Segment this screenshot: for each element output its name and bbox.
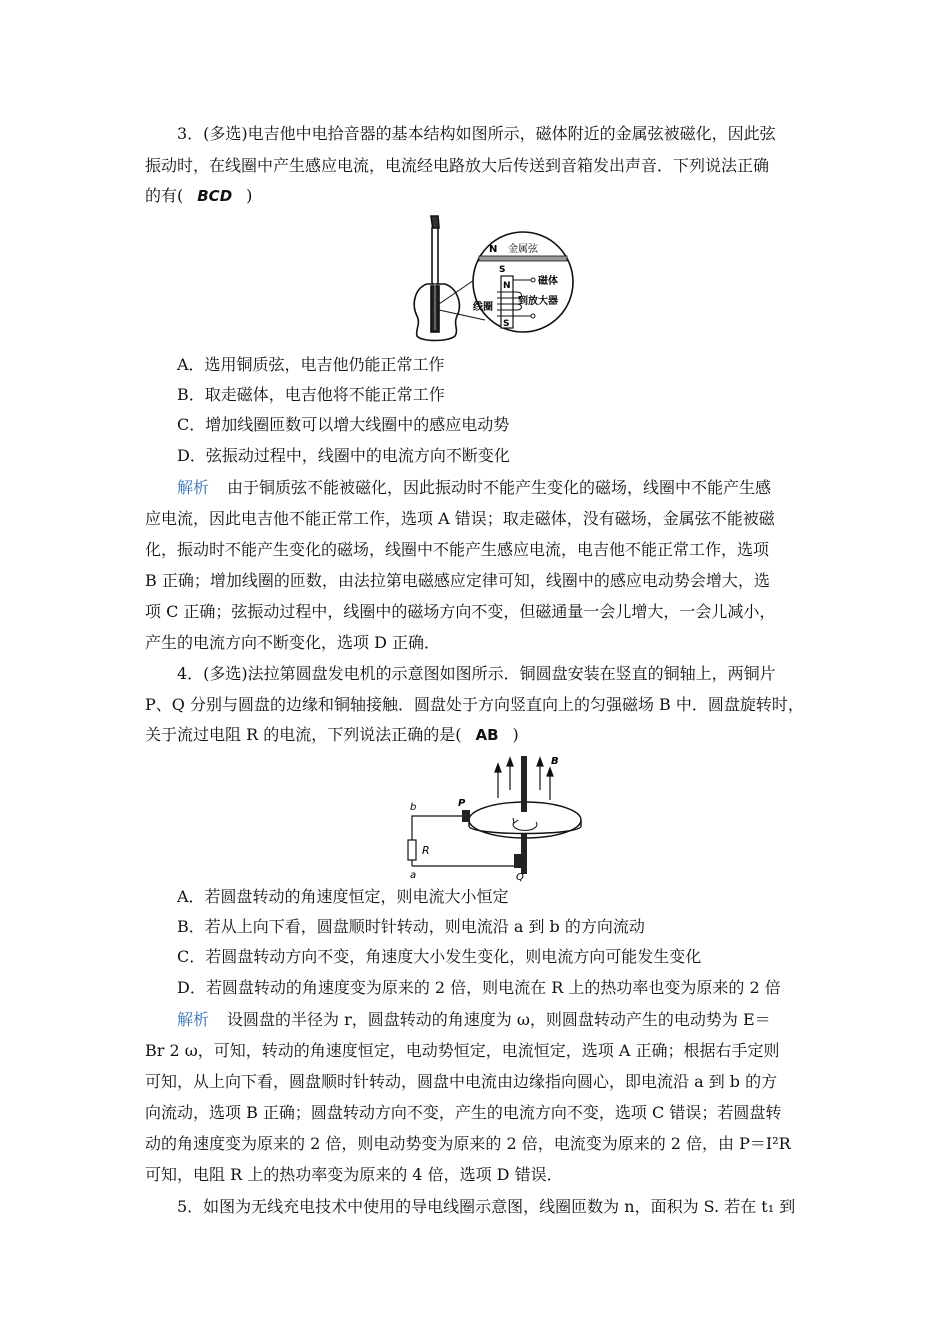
q3-option-c: C．增加线圈匝数可以增大线圈中的感应电动势 [177,415,510,434]
label-q: Q [516,872,524,882]
q3-explanation-6: 产生的电流方向不断变化，选项 D 正确． [145,633,441,652]
guitar-pickup-figure [405,212,575,344]
q4-option-b: B．若从上向下看，圆盘顺时针转动，则电流沿 a 到 b 的方向流动 [177,917,645,936]
q4-option-c: C．若圆盘转动方向不变，角速度大小发生变化，则电流方向可能发生变化 [177,947,702,966]
q4-option-d: D．若圆盘转动的角速度变为原来的 2 倍，则电流在 R 上的热功率也变为原来的 2 倍 [177,978,781,997]
q3-explanation-4: B 正确；增加线圈的匝数，由法拉第电磁感应定律可知，线圈中的感应电动势会增大，选 [145,571,770,590]
q3-explanation-text-1: 由于铜质弦不能被磁化，因此振动时不能产生变化的磁场，线圈中不能产生感 [227,478,772,497]
label-s-bottom: S [503,319,510,329]
q3-option-d: D．弦振动过程中，线圈中的电流方向不断变化 [177,446,510,465]
label-amplifier: 到放大器 [518,296,558,307]
faraday-disk-figure [400,750,600,882]
label-p: P [458,798,466,809]
q3-paren-close: ) [246,186,253,205]
q3-line-1: 3．(多选)电吉他中电拾音器的基本结构如图所示，磁体附近的金属弦被磁化，因此弦 [177,124,776,143]
q4-explanation-6: 可知，电阻 R 上的热功率变为原来的 4 倍，选项 D 错误． [145,1165,563,1184]
q4-answer: AB [475,726,499,744]
q4-explanation-5: 动的角速度变为原来的 2 倍，则电动势变为原来的 2 倍，电流变为原来的 2 倍，由 P＝I²R [145,1134,791,1153]
resistor [408,840,416,860]
q4-line-3 [145,725,519,745]
guitar-icon [414,216,459,341]
q4-explanation-2: Br 2 ω，可知，转动的角速度恒定，电动势恒定，电流恒定，选项 A 正确；根据右手定则 [145,1041,780,1060]
q4-paren-close: ) [512,725,519,744]
label-magnet: 磁体 [538,276,558,287]
q4-line-1: 4．(多选)法拉第圆盘发电机的示意图如图所示．铜圆盘安装在竖直的铜轴上，两铜片 [177,664,776,683]
label-r: R [422,844,430,857]
q4-option-a: A．若圆盘转动的角速度恒定，则电流大小恒定 [177,887,509,906]
q4-explanation-text-1: 设圆盘的半径为 r，圆盘转动的角速度为 ω，则圆盘转动产生的电动势为 E＝ [227,1010,771,1029]
axle [521,756,527,812]
brush-q [514,854,522,868]
q3-paren-open: 的有( [145,186,184,205]
label-n-magnet: N [503,281,511,291]
q3-option-b: B．取走磁体，电吉他将不能正常工作 [177,385,445,404]
q3-option-a: A．选用铜质弦，电吉他仍能正常工作 [177,355,445,374]
label-n: N [489,244,498,255]
q3-answer: BCD [197,187,233,205]
label-s-top: S [499,265,506,275]
label-string: 金属弦 [508,244,538,255]
q3-explanation-1 [177,478,771,498]
q3-jiexi-label: 解析 [177,478,210,497]
label-b-point: b [410,802,417,813]
q4-line-2: P、Q 分别与圆盘的边缘和铜轴接触．圆盘处于方向竖直向上的匀强磁场 B 中．圆盘旋转时， [145,695,804,714]
q5-line-1: 5．如图为无线充电技术中使用的导电线圈示意图，线圈匝数为 n，面积为 S. 若在 t₁ 到 [177,1197,796,1216]
label-coil: 线圈 [473,302,493,313]
brush-p [462,810,470,822]
label-b-field: B [551,756,559,767]
q4-jiexi-label: 解析 [177,1010,210,1029]
label-a-point: a [410,870,417,881]
q3-explanation-2: 应电流，因此电吉他不能正常工作，选项 A 错误；取走磁体，没有磁场，金属弦不能被磁 [145,509,775,528]
q4-explanation-4: 向流动，选项 B 正确；圆盘转动方向不变，产生的电流方向不变，选项 C 错误；若圆盘转 [145,1103,782,1122]
q4-stem-end: 关于流过电阻 R 的电流，下列说法正确的是( [145,725,462,744]
q3-line-2: 振动时，在线圈中产生感应电流，电流经电路放大后传送到音箱发出声音．下列说法正确 [145,156,770,175]
q3-line-3 [145,186,252,206]
q3-explanation-5: 项 C 正确；弦振动过程中，线圈中的磁场方向不变，但磁通量一会儿增大，一会儿减小， [145,602,776,621]
q4-explanation-3: 可知，从上向下看，圆盘顺时针转动，圆盘中电流由边缘指向圆心，即电流沿 a 到 b 的方 [145,1072,778,1091]
q3-explanation-3: 化，振动时不能产生变化的磁场，线圈中不能产生感应电流，电吉他不能正常工作，选项 [145,540,770,559]
q4-explanation-1 [177,1010,771,1030]
